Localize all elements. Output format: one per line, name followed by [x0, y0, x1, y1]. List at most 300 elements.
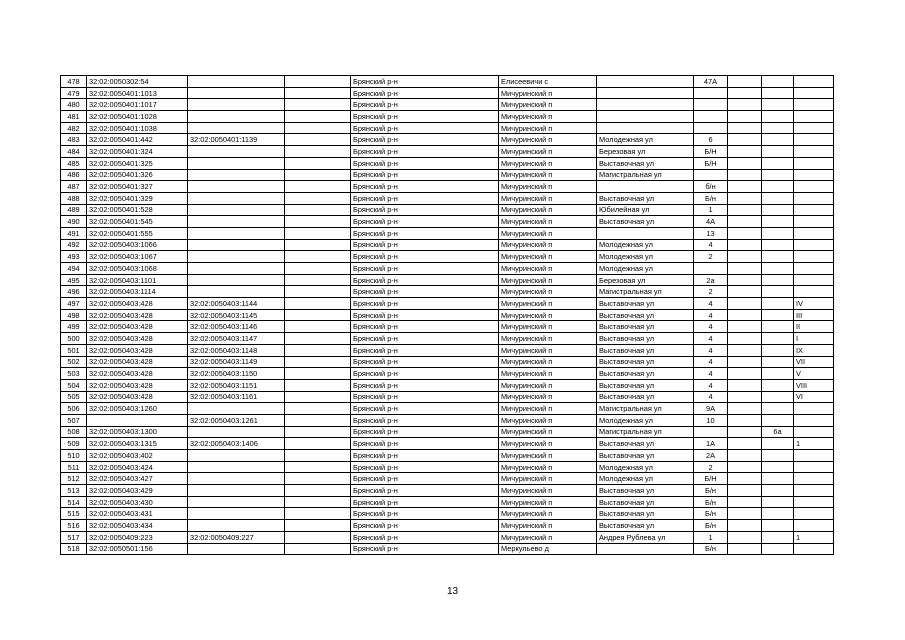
locality-cell: Мичуринский п [499, 368, 597, 380]
cadastral-number-cell: 32:02:0050403:428 [87, 344, 188, 356]
locality-cell: Мичуринский п [499, 251, 597, 263]
locality-cell: Мичуринский п [499, 333, 597, 345]
house-cell: 4 [694, 321, 728, 333]
apartment-cell [762, 321, 794, 333]
table-row [61, 321, 834, 333]
cadastral-number-cell: 32:02:0050403:431 [87, 508, 188, 520]
apartment-cell [762, 146, 794, 158]
building-cell [728, 274, 762, 286]
room-cell [794, 426, 834, 438]
apartment-cell [762, 204, 794, 216]
row-number-cell: 506 [61, 403, 87, 415]
building-cell [728, 543, 762, 555]
table-row [61, 134, 834, 146]
row-number-cell: 513 [61, 485, 87, 497]
street-cell: Магистральная ул [597, 403, 694, 415]
locality-cell: Мичуринский п [499, 216, 597, 228]
table-row [61, 204, 834, 216]
building-cell [728, 368, 762, 380]
district-cell: Брянский р-н [351, 251, 499, 263]
street-cell [597, 99, 694, 111]
street-cell [597, 227, 694, 239]
parent-cadastral-cell: 32:02:0050403:1144 [188, 298, 285, 310]
house-cell: 13 [694, 227, 728, 239]
table-row [61, 286, 834, 298]
row-number-cell: 479 [61, 87, 87, 99]
row-number-cell: 478 [61, 76, 87, 88]
parent-cadastral-cell [188, 122, 285, 134]
locality-cell: Мичуринский п [499, 87, 597, 99]
room-cell [794, 496, 834, 508]
cadastral-number-cell: 32:02:0050403:428 [87, 368, 188, 380]
row-number-cell: 481 [61, 111, 87, 123]
apartment-cell [762, 333, 794, 345]
cadastral-number-cell: 32:02:0050403:1068 [87, 263, 188, 275]
cadastral-number-cell: 32:02:0050403:1067 [87, 251, 188, 263]
empty-cell [285, 216, 351, 228]
locality-cell: Мичуринский п [499, 391, 597, 403]
cadastral-number-cell: 32:02:0050403:1101 [87, 274, 188, 286]
empty-cell [285, 438, 351, 450]
apartment-cell [762, 403, 794, 415]
table-row [61, 157, 834, 169]
cadastral-number-cell: 32:02:0050401:325 [87, 157, 188, 169]
street-cell: Выставочная ул [597, 309, 694, 321]
empty-cell [285, 227, 351, 239]
street-cell: Выставочная ул [597, 321, 694, 333]
locality-cell: Мичуринский п [499, 134, 597, 146]
table-row [61, 473, 834, 485]
cadastral-number-cell: 32:02:0050401:545 [87, 216, 188, 228]
room-cell: V [794, 368, 834, 380]
street-cell: Выставочная ул [597, 438, 694, 450]
cadastral-number-cell: 32:02:0050401:528 [87, 204, 188, 216]
room-cell [794, 403, 834, 415]
street-cell: Выставочная ул [597, 520, 694, 532]
district-cell: Брянский р-н [351, 485, 499, 497]
room-cell: IV [794, 298, 834, 310]
table-row [61, 111, 834, 123]
building-cell [728, 111, 762, 123]
apartment-cell [762, 496, 794, 508]
parent-cadastral-cell: 32:02:0050403:1147 [188, 333, 285, 345]
cadastral-number-cell: 32:02:0050403:427 [87, 473, 188, 485]
room-cell: VI [794, 391, 834, 403]
house-cell: 4 [694, 344, 728, 356]
room-cell: VII [794, 356, 834, 368]
apartment-cell [762, 414, 794, 426]
district-cell: Брянский р-н [351, 461, 499, 473]
table-row [61, 99, 834, 111]
room-cell [794, 87, 834, 99]
empty-cell [285, 204, 351, 216]
apartment-cell [762, 391, 794, 403]
district-cell: Брянский р-н [351, 344, 499, 356]
row-number-cell: 496 [61, 286, 87, 298]
building-cell [728, 87, 762, 99]
room-cell [794, 169, 834, 181]
apartment-cell [762, 344, 794, 356]
street-cell: Выставочная ул [597, 379, 694, 391]
room-cell: VIII [794, 379, 834, 391]
street-cell: Выставочная ул [597, 192, 694, 204]
parent-cadastral-cell: 32:02:0050403:1161 [188, 391, 285, 403]
cadastral-number-cell: 32:02:0050401:1028 [87, 111, 188, 123]
district-cell: Брянский р-н [351, 298, 499, 310]
row-number-cell: 484 [61, 146, 87, 158]
district-cell: Брянский р-н [351, 309, 499, 321]
parent-cadastral-cell [188, 99, 285, 111]
row-number-cell: 494 [61, 263, 87, 275]
empty-cell [285, 333, 351, 345]
district-cell: Брянский р-н [351, 496, 499, 508]
cadastral-number-cell: 32:02:0050403:1315 [87, 438, 188, 450]
locality-cell: Мичуринский п [499, 520, 597, 532]
building-cell [728, 438, 762, 450]
row-number-cell: 488 [61, 192, 87, 204]
apartment-cell [762, 520, 794, 532]
row-number-cell: 504 [61, 379, 87, 391]
parent-cadastral-cell [188, 169, 285, 181]
district-cell: Брянский р-н [351, 227, 499, 239]
table-row [61, 216, 834, 228]
locality-cell: Мичуринский п [499, 461, 597, 473]
building-cell [728, 134, 762, 146]
room-cell: 1 [794, 438, 834, 450]
street-cell: Выставочная ул [597, 157, 694, 169]
parent-cadastral-cell [188, 426, 285, 438]
table-row [61, 239, 834, 251]
house-cell: Б/н [694, 496, 728, 508]
district-cell: Брянский р-н [351, 263, 499, 275]
building-cell [728, 99, 762, 111]
locality-cell: Мичуринский п [499, 473, 597, 485]
table-row [61, 344, 834, 356]
row-number-cell: 500 [61, 333, 87, 345]
street-cell: Выставочная ул [597, 496, 694, 508]
street-cell: Выставочная ул [597, 508, 694, 520]
district-cell: Брянский р-н [351, 531, 499, 543]
cadastral-number-cell: 32:02:0050401:1017 [87, 99, 188, 111]
cadastral-number-cell: 32:02:0050401:555 [87, 227, 188, 239]
row-number-cell: 490 [61, 216, 87, 228]
cadastral-number-cell: 32:02:0050403:1260 [87, 403, 188, 415]
cadastral-number-cell: 32:02:0050403:428 [87, 298, 188, 310]
district-cell: Брянский р-н [351, 111, 499, 123]
table-row [61, 543, 834, 555]
table-row [61, 414, 834, 426]
building-cell [728, 414, 762, 426]
building-cell [728, 473, 762, 485]
house-cell: 4 [694, 391, 728, 403]
room-cell: I [794, 333, 834, 345]
parent-cadastral-cell: 32:02:0050403:1406 [188, 438, 285, 450]
table-row [61, 87, 834, 99]
apartment-cell [762, 216, 794, 228]
district-cell: Брянский р-н [351, 414, 499, 426]
street-cell: Выставочная ул [597, 216, 694, 228]
house-cell: 4 [694, 368, 728, 380]
cadastral-number-cell: 32:02:0050401:1038 [87, 122, 188, 134]
cadastral-number-cell: 32:02:0050401:1013 [87, 87, 188, 99]
locality-cell: Мичуринский п [499, 99, 597, 111]
building-cell [728, 181, 762, 193]
building-cell [728, 227, 762, 239]
building-cell [728, 344, 762, 356]
apartment-cell [762, 438, 794, 450]
apartment-cell [762, 368, 794, 380]
district-cell: Брянский р-н [351, 379, 499, 391]
building-cell [728, 146, 762, 158]
district-cell: Брянский р-н [351, 76, 499, 88]
row-number-cell: 518 [61, 543, 87, 555]
room-cell: II [794, 321, 834, 333]
parent-cadastral-cell [188, 450, 285, 462]
district-cell: Брянский р-н [351, 192, 499, 204]
apartment-cell [762, 239, 794, 251]
room-cell [794, 543, 834, 555]
house-cell: 4 [694, 239, 728, 251]
street-cell: Выставочная ул [597, 391, 694, 403]
empty-cell [285, 485, 351, 497]
row-number-cell: 491 [61, 227, 87, 239]
table-row [61, 450, 834, 462]
house-cell: 2 [694, 461, 728, 473]
apartment-cell [762, 251, 794, 263]
parent-cadastral-cell [188, 87, 285, 99]
empty-cell [285, 239, 351, 251]
row-number-cell: 512 [61, 473, 87, 485]
parent-cadastral-cell [188, 496, 285, 508]
locality-cell: Мичуринский п [499, 227, 597, 239]
parent-cadastral-cell: 32:02:0050403:1146 [188, 321, 285, 333]
cadastral-number-cell: 32:02:0050403:429 [87, 485, 188, 497]
row-number-cell: 480 [61, 99, 87, 111]
apartment-cell [762, 111, 794, 123]
empty-cell [285, 192, 351, 204]
row-number-cell: 517 [61, 531, 87, 543]
table-row [61, 531, 834, 543]
district-cell: Брянский р-н [351, 157, 499, 169]
house-cell [694, 99, 728, 111]
row-number-cell: 497 [61, 298, 87, 310]
table-row [61, 379, 834, 391]
room-cell [794, 485, 834, 497]
district-cell: Брянский р-н [351, 438, 499, 450]
district-cell: Брянский р-н [351, 122, 499, 134]
table-row [61, 496, 834, 508]
table-row [61, 227, 834, 239]
street-cell: Молодежная ул [597, 251, 694, 263]
row-number-cell: 493 [61, 251, 87, 263]
district-cell: Брянский р-н [351, 543, 499, 555]
parent-cadastral-cell: 32:02:0050403:1151 [188, 379, 285, 391]
apartment-cell [762, 227, 794, 239]
apartment-cell [762, 157, 794, 169]
row-number-cell: 509 [61, 438, 87, 450]
row-number-cell: 514 [61, 496, 87, 508]
house-cell: Б/н [694, 543, 728, 555]
house-cell: 4 [694, 379, 728, 391]
empty-cell [285, 321, 351, 333]
empty-cell [285, 531, 351, 543]
building-cell [728, 239, 762, 251]
apartment-cell [762, 508, 794, 520]
apartment-cell [762, 122, 794, 134]
locality-cell: Мичуринский п [499, 286, 597, 298]
building-cell [728, 508, 762, 520]
street-cell [597, 122, 694, 134]
building-cell [728, 169, 762, 181]
empty-cell [285, 181, 351, 193]
house-cell: 2 [694, 251, 728, 263]
empty-cell [285, 122, 351, 134]
row-number-cell: 510 [61, 450, 87, 462]
parent-cadastral-cell [188, 157, 285, 169]
row-number-cell: 503 [61, 368, 87, 380]
building-cell [728, 403, 762, 415]
table-row [61, 356, 834, 368]
table-row [61, 426, 834, 438]
street-cell: Выставочная ул [597, 344, 694, 356]
house-cell [694, 111, 728, 123]
row-number-cell: 489 [61, 204, 87, 216]
cadastral-number-cell: 32:02:0050403:1066 [87, 239, 188, 251]
cadastral-number-cell: 32:02:0050403:428 [87, 309, 188, 321]
room-cell [794, 122, 834, 134]
parent-cadastral-cell [188, 251, 285, 263]
house-cell: 4А [694, 216, 728, 228]
room-cell [794, 146, 834, 158]
house-cell: Б/Н [694, 146, 728, 158]
apartment-cell [762, 192, 794, 204]
street-cell: Выставочная ул [597, 356, 694, 368]
registry-table [60, 75, 834, 555]
district-cell: Брянский р-н [351, 473, 499, 485]
building-cell [728, 251, 762, 263]
cadastral-number-cell [87, 414, 188, 426]
district-cell: Брянский р-н [351, 450, 499, 462]
district-cell: Брянский р-н [351, 286, 499, 298]
cadastral-number-cell: 32:02:0050401:442 [87, 134, 188, 146]
building-cell [728, 333, 762, 345]
room-cell [794, 111, 834, 123]
room-cell [794, 473, 834, 485]
apartment-cell [762, 485, 794, 497]
house-cell [694, 263, 728, 275]
street-cell: Молодежная ул [597, 473, 694, 485]
district-cell: Брянский р-н [351, 216, 499, 228]
empty-cell [285, 461, 351, 473]
table-row [61, 251, 834, 263]
building-cell [728, 122, 762, 134]
cadastral-number-cell: 32:02:0050403:428 [87, 356, 188, 368]
empty-cell [285, 169, 351, 181]
building-cell [728, 286, 762, 298]
cadastral-number-cell: 32:02:0050403:428 [87, 333, 188, 345]
table-row [61, 333, 834, 345]
apartment-cell [762, 263, 794, 275]
room-cell [794, 286, 834, 298]
building-cell [728, 391, 762, 403]
row-number-cell: 511 [61, 461, 87, 473]
cadastral-number-cell: 32:02:0050403:424 [87, 461, 188, 473]
house-cell: Б/н [694, 520, 728, 532]
building-cell [728, 461, 762, 473]
district-cell: Брянский р-н [351, 134, 499, 146]
locality-cell: Мичуринский п [499, 157, 597, 169]
cadastral-number-cell: 32:02:0050403:430 [87, 496, 188, 508]
apartment-cell [762, 450, 794, 462]
table-row [61, 298, 834, 310]
room-cell [794, 461, 834, 473]
street-cell: Андрея Рублева ул [597, 531, 694, 543]
parent-cadastral-cell [188, 192, 285, 204]
apartment-cell [762, 169, 794, 181]
house-cell: 2 [694, 286, 728, 298]
empty-cell [285, 309, 351, 321]
table-row [61, 485, 834, 497]
apartment-cell [762, 379, 794, 391]
street-cell: Юбилейная ул [597, 204, 694, 216]
street-cell: Магистральная ул [597, 286, 694, 298]
room-cell: 1 [794, 531, 834, 543]
empty-cell [285, 263, 351, 275]
building-cell [728, 263, 762, 275]
row-number-cell: 502 [61, 356, 87, 368]
district-cell: Брянский р-н [351, 146, 499, 158]
house-cell [694, 87, 728, 99]
room-cell [794, 99, 834, 111]
table-row [61, 508, 834, 520]
apartment-cell [762, 274, 794, 286]
apartment-cell [762, 309, 794, 321]
locality-cell: Мичуринский п [499, 379, 597, 391]
table-row [61, 403, 834, 415]
parent-cadastral-cell: 32:02:0050403:1148 [188, 344, 285, 356]
room-cell [794, 520, 834, 532]
row-number-cell: 505 [61, 391, 87, 403]
parent-cadastral-cell: 32:02:0050401:1139 [188, 134, 285, 146]
district-cell: Брянский р-н [351, 321, 499, 333]
cadastral-number-cell: 32:02:0050401:324 [87, 146, 188, 158]
registry-table-body [61, 76, 834, 555]
locality-cell: Мичуринский п [499, 450, 597, 462]
row-number-cell: 501 [61, 344, 87, 356]
house-cell: 2А [694, 450, 728, 462]
empty-cell [285, 520, 351, 532]
empty-cell [285, 473, 351, 485]
empty-cell [285, 496, 351, 508]
empty-cell [285, 274, 351, 286]
street-cell: Молодежная ул [597, 239, 694, 251]
locality-cell: Мичуринский п [499, 426, 597, 438]
table-row [61, 368, 834, 380]
row-number-cell: 516 [61, 520, 87, 532]
street-cell [597, 111, 694, 123]
empty-cell [285, 99, 351, 111]
apartment-cell [762, 298, 794, 310]
apartment-cell [762, 473, 794, 485]
room-cell [794, 450, 834, 462]
locality-cell: Мичуринский п [499, 403, 597, 415]
empty-cell [285, 368, 351, 380]
cadastral-number-cell: 32:02:0050403:434 [87, 520, 188, 532]
table-row [61, 181, 834, 193]
district-cell: Брянский р-н [351, 368, 499, 380]
locality-cell: Мичуринский п [499, 496, 597, 508]
street-cell [597, 543, 694, 555]
